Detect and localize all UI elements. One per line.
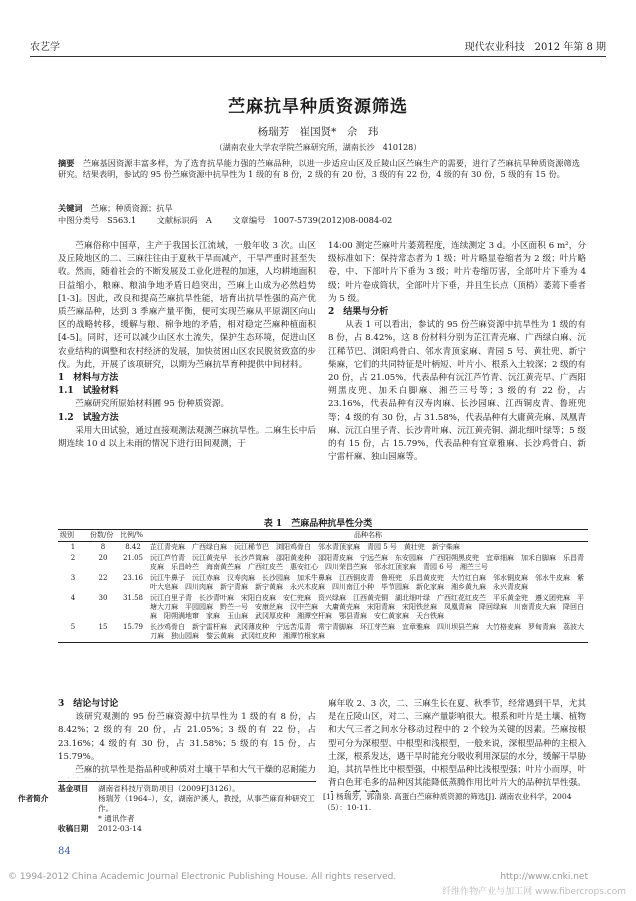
- article-title: 苎麻抗旱种质资源筛选: [228, 97, 408, 117]
- th-grade: 级别: [58, 530, 88, 542]
- table-row: [58, 593, 588, 622]
- paragraph: 麻年收 2、3 次，二、三麻生长在夏、秋季节，经常遇到干旱，尤其是在丘陵山区，对二、三麻产量影响很大。根系和叶片是土壤、植物和大气三者之间水分移动过程中的 2 个较为关键的因素。苎麻按根型可分为深根型、中根型和浅根型，一般来说，深根型品种的主根入土深，根系发达，遇干旱时能充分吸收利用深层的水分，缓解干旱胁迫，其抗旱性比中根型强，中根型品种比浅根型强；叶片小而厚，叶背白色茸毛多的品种因其能降低蒸腾作用比叶片大的品种抗旱性强。: [328, 699, 586, 789]
- note-author: 作者简介 杨瑞芳（1964–），女，湖南沪溪人，教授，从事苎麻育种研究工作。: [18, 794, 315, 813]
- abstract: [58, 158, 580, 180]
- cell-ratio: 21.05: [122, 554, 144, 562]
- cell-grade: 1: [70, 543, 76, 551]
- section-heading: 2 结果与分析: [328, 307, 389, 318]
- cell-count: 8: [100, 543, 106, 551]
- clc-number: 中图分类号 S563.1: [58, 215, 137, 225]
- th-varieties: 品种名称: [148, 530, 588, 542]
- article-notes: [18, 781, 316, 834]
- cell-count: 15: [88, 622, 118, 643]
- th-count: 份数/份: [88, 530, 118, 542]
- article-number: 文章编号 1007-5739(2012)08-0084-02: [232, 215, 393, 225]
- paragraph: 该研究观测的 95 份苎麻资源中抗旱性为 1 级的有 8 份，占 8.42%；2 级的有 20 份，占 21.05%；3 级的有 22 份，占 23.16%；4 级的有 30 份，占 31.58%；5 级的有 15 份，占 15.79%。: [58, 712, 316, 762]
- abstract-label: 摘要: [58, 158, 75, 168]
- paragraph: 苎麻研究所原始材料圃 95 份种质资源。: [75, 399, 230, 410]
- cell-count: 30: [98, 594, 108, 602]
- classification-line: [58, 215, 588, 226]
- authors: 杨瑞芳 崔国贤* 佘 玮: [257, 126, 379, 138]
- body-left-column: [58, 240, 316, 510]
- watermark: 纤维作物产业与加工网 www.fibercrops.com: [442, 887, 626, 897]
- section-heading: 1.1 试验材料: [58, 386, 119, 397]
- page-footer: [8, 872, 628, 882]
- cell-ratio: 8.42: [125, 543, 141, 551]
- cell-grade: 5: [58, 622, 88, 643]
- table-title: 表 1 苎麻品种抗旱性分类: [263, 519, 373, 529]
- cnki-link[interactable]: http://www.cnki.net: [500, 872, 588, 882]
- section-heading: 1 材料与方法: [58, 373, 119, 384]
- page-number: 84: [58, 846, 71, 857]
- doc-code: 文献标识码 A: [156, 215, 212, 225]
- cell-varieties: 长沙鸡骨白 新宁雷杆麻 武冈薄皮种 宁远苦瓜青 常宁青脚麻 环江芽苎麻 宜章雅麻 四川坝县苎麻 大竹格麦麻 罗甸青麻 荔波大刀麻 独山园麻 黎云黄麻 武冈红皮种 湘潭竹根家麻: [148, 622, 588, 643]
- references: [323, 792, 585, 813]
- cell-varieties: 沅江白里子青 长沙青叶麻 宋阳白皮麻 安仁兜麻 资兴绿麻 江西黄壳铜 湖北细叶绿 广西红花红皮苎 平乐黄金兜 遵义团兜麻 平塘大刀麻 平园园麻 黔苎一号 安康丝麻 汉中苎麻 大庸黄壳麻 宋阳青麻 宋阳铁丝麻 凤凰青麻 降回绿麻 川南青皮大麻 降回白麻 阳朔满地窜 家麻 玉山麻 武冈厚皮种 湘潭空杆麻 鄂县青麻 安仁黄家麻 天台铁麻: [150, 594, 584, 620]
- cell-varieties: 芷江青壳麻 广西绿白麻 沅江稀节巴 浏阳鸡骨白 邻水青顶家麻 青园 5 号 黄壮兜 新宁柴麻: [150, 543, 460, 551]
- affiliation: （湖南农业大学农学院苎麻研究所，湖南长沙 410128）: [214, 143, 422, 152]
- drought-resistance-table: [58, 529, 588, 643]
- cell-ratio: 23.16: [122, 574, 144, 582]
- header-journal: 现代农业科技 2012 年第 8 期: [464, 42, 606, 53]
- cell-grade: 4: [70, 594, 76, 602]
- section-heading: 1.2 试验方法: [58, 412, 119, 423]
- cell-grade: 3: [70, 574, 76, 582]
- running-header: [30, 38, 606, 54]
- keywords-label: 关键词: [58, 203, 83, 213]
- cell-grade: 2: [70, 554, 76, 562]
- table-header-row: [58, 530, 588, 542]
- keywords-text: 苎麻；种质资源；抗旱: [90, 203, 173, 213]
- note-received: 收稿日期 2012-03-14: [58, 824, 142, 833]
- note-corresponding: * 通讯作者: [98, 814, 135, 823]
- note-funding: 基金项目 湖南省科技厅资助项目（2009FJ3126）。: [58, 784, 240, 793]
- header-section: 农艺学: [30, 42, 60, 53]
- paragraph: 苎麻俗称中国草，主产于我国长江流域，一般年收 3 次。山区及丘陵地区的二、三麻往往由于夏秋干旱而减产，干旱严重时甚至失收。然而，随着社会的不断发展及工业化进程的加速，人均耕地面积日益缩小，粮麻、粮油争地矛盾日趋突出，苎麻上山成为必然趋势[1-3]。因此，改良和提高苎麻抗旱性能，培育出抗旱性强的高产优质苎麻品种，达到 3 季麻产量平衡，便可实现苎麻从平原湖区向山区的战略转移，缓解与粮、棉争地的矛盾，相对稳定苎麻种植面积[4-5]。同时，还可以减少山区水土流失，保护生态环境，促进山区农业结构的调整和农村经济的发展，加快贫困山区农民脱贫致富的步伐。为此，开展了该项研究，以期为苎麻抗旱育种提供中间材料。: [58, 241, 316, 370]
- cell-ratio: 15.79: [118, 622, 148, 643]
- abstract-text: 苎麻基因资源丰富多样，为了选育抗旱能力强的苎麻品种，以进一步适应山区及丘陵山区苎麻生产的需要，进行了苎麻抗旱种质资源筛选研究。结果表明，参试的 95 份苎麻资源中抗旱性为 1 级的有 8 份，2 级的有 20 份，3 级的有 22 份，4 级的有 30 份，5 级的有 15 份。: [58, 158, 580, 179]
- conclusion-left-column: [58, 698, 316, 778]
- table-row: [58, 553, 588, 573]
- cell-varieties: 沅江牛鼻子 沅江赤麻 汉寿肉麻 长沙园麻 加禾牛鼻麻 江西铜皮青 鲁班兜 乐昌黄皮兜 大竹红白麻 邻水铜皮麻 邻水牛皮麻 紫叶大皂麻 四川肉麻 新宁青麻 新宁黄麻 永兴木皮麻 四川南江小种 毕节园麻 新化家麻 湘乡黄九麻 永兴青皮麻: [150, 574, 584, 591]
- paragraph: 采用大田试验，通过直接观测法观测苎麻抗旱性。二麻生长中后期连续 10 d 以上未雨的情况下进行田间观测，于: [58, 425, 316, 450]
- body-right-column: [328, 240, 586, 510]
- paragraph: 苎麻的抗旱性是指品种或种质对土壤干旱和大气干燥的忍耐能力: [75, 765, 316, 776]
- section-heading: 3 结论与讨论: [58, 699, 119, 709]
- keywords: [58, 203, 173, 214]
- header-rule: [30, 56, 606, 57]
- th-ratio: 比例/%: [118, 530, 148, 542]
- table-row: [58, 622, 588, 643]
- table-row: [58, 542, 588, 554]
- cell-ratio: 31.58: [122, 594, 144, 602]
- cell-count: 22: [98, 574, 108, 582]
- cell-varieties: 沅江芦竹青 沅江黄壳早 长沙芦筒麻 邵阳黄麦种 邵阳青皮麻 宁远苎麻 东安园麻 广西阳朔黑皮兜 宜章细麻 加禾白脚麻 乐昌青皮麻 乐昌岭苎 海南黄苎麻 广西红皮苎 惠安红心 四川荣昌苎麻 邻水红顶家麻 青园 6 号 湘苎三号: [150, 554, 584, 571]
- cell-count: 20: [98, 554, 108, 562]
- reference-item: [1] 杨瑞芳，郭清泉. 高蛋白苎麻种质资源的筛选[J]. 湖南农业科学，2004（5）：10-11.: [323, 792, 572, 812]
- copyright: © 1994-2012 China Academic Journal Electronic Publishing House. All rights reserved.: [8, 872, 397, 882]
- table-row: [58, 573, 588, 593]
- paragraph: 14:00 测定苎麻叶片萎蔫程度，连续测定 3 d。小区面积 6 m²，分级标准如下：保持常态者为 1 级；叶片略显卷缩者为 2 级；叶片略卷，中、下部叶片下垂为 3 级；叶片卷缩厉害，全部叶片下垂为 4 级；叶片卷成筒状，全部叶片下垂，并且生长点（顶梢）萎蔫下垂者为 5 级。: [328, 241, 586, 304]
- conclusion-right-column: [328, 698, 586, 792]
- paragraph: 从表 1 可以看出，参试的 95 份苎麻资源中抗旱性为 1 级的有 8 份，占 8.42%，这 8 份材料分别为芷江青壳麻、广西绿白麻、沅江稀节巴、浏阳鸡骨白、邻水青顶家麻、青园 5 号、黄壮兜、新宁柴麻，它们的共同特征是叶柄短、叶片小、根系入土较深；2 级的有 20 份，占 21.05%，代表品种有沅江芦竹青、沅江黄壳早、广西阳朔黑皮兜、加禾白脚麻、湘苎三号等；3 级的有 22 份，占 23.16%，代表品种有汉寿肉麻、长沙园麻、江西铜皮青、鲁班兜等；4 级的有 30 份，占 31.58%，代表品种有大庸黄壳麻、凤凰青麻、沅江白里子青、长沙青叶麻、沅江黄壳铜、湖北细叶绿等；5 级的有 15 份，占 15.79%，代表品种有宜章雅麻、长沙鸡骨白、新宁雷杆麻、独山园麻等。: [328, 320, 586, 463]
